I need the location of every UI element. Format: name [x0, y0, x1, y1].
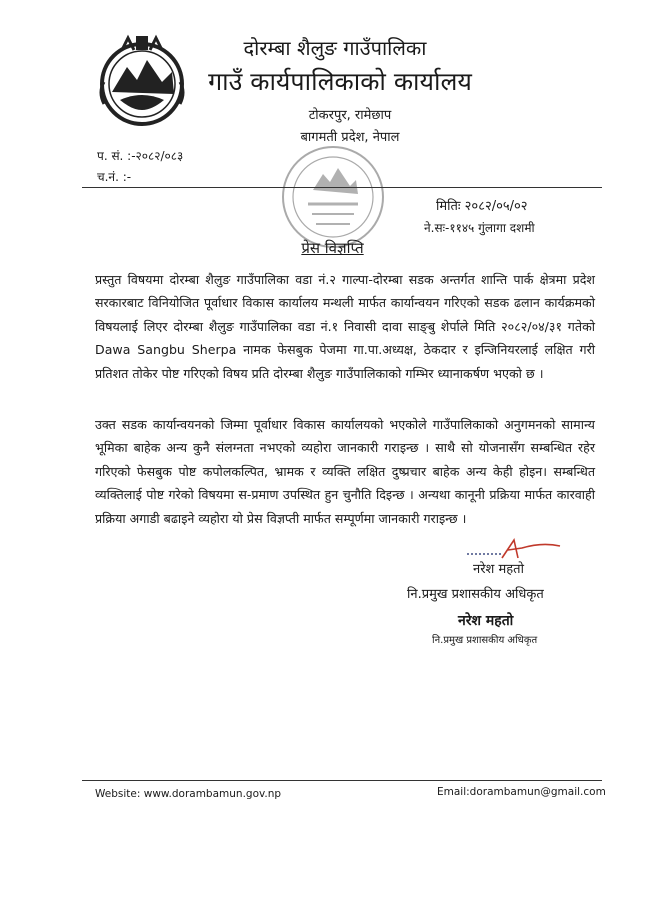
document-title: प्रेस विज्ञप्ति	[301, 239, 364, 257]
signer-designation-stamp: नि.प्रमुख प्रशासकीय अधिकृत	[432, 635, 538, 646]
office-province: बागमती प्रदेश, नेपाल	[300, 130, 400, 145]
signer-name-stamp: नरेश महतो	[458, 613, 514, 629]
signer-designation: नि.प्रमुख प्रशासकीय अधिकृत	[407, 587, 544, 602]
dispatch-number: च.नं. :-	[97, 170, 132, 184]
footer-website[interactable]: Website: www.dorambamun.gov.np	[95, 788, 282, 800]
footer-email[interactable]: Email:dorambamun@gmail.com	[437, 786, 606, 798]
office-location: टोकरपुर, रामेछाप	[308, 108, 392, 123]
office-name: गाउँ कार्यपालिकाको कार्यालय	[208, 67, 472, 96]
municipality-name: दोरम्बा शैलुङ गाउँपालिका	[243, 36, 427, 60]
nepal-sambat-date: ने.सः-११४५ गुंलागा दशमी	[424, 221, 535, 235]
body-paragraph-2: उक्त सडक कार्यान्वयनको जिम्मा पूर्वाधार विकास कार्यालयको भएकोले गाउँपालिकाको अनुगमनको सामान्य भूमिका बाहेक अन्य कुनै संलग्नता नभएको व्यहोरा जानकारी गराइन्छ । साथै सो योजनासँग सम्बन्धित रहेर गरिएको फेसबुक पोष्ट कपोलकल्पित, भ्रामक र व्यक्ति लक्षित दुष्प्रचार बाहेक अन्य केही होइन। सम्बन्धित व्यक्तिलाई पोष्ट गरेको विषयमा स-प्रमाण उपस्थित हुन चुनौति दिइन्छ । अन्यथा कानूनी प्रक्रिया मार्फत कारवाही प्रक्रिया अगाडी बढाइने व्यहोरा यो प्रेस विज्ञप्ती मार्फत सम्पूर्णमा जानकारी गराइन्छ ।	[95, 417, 595, 526]
signer-name: नरेश महतो	[473, 562, 524, 577]
footer-divider	[82, 780, 602, 781]
issue-date: मितिः २०८२/०५/०२	[436, 199, 528, 214]
nepal-government-emblem-icon	[92, 32, 192, 132]
body-paragraph-1: प्रस्तुत विषयमा दोरम्बा शैलुङ गाउँपालिका वडा नं.२ गाल्पा-दोरम्बा सडक अन्तर्गत शान्ति पार्क क्षेत्रमा प्रदेश सरकारबाट विनियोजित पूर्वाधार विकास कार्यालय मन्थली मार्फत कार्यान्वयन गरिएको सडक ढलान कार्यक्रमको विषयलाई लिएर दोरम्बा शैलुङ गाउँपालिका वडा नं.१ निवासी दावा साङ्बु शेर्पाले मिति २०८२/०४/३१ गतेको Dawa Sangbu Sherpa नामक फेसबुक पेजमा गा.पा.अध्यक्ष, ठेकदार र इन्जिनियरलाई लक्षित गरी प्रतिशत तोकेर पोष्ट गरिएको विषय प्रति दोरम्बा शैलुङ गाउँपालिकाको गम्भिर ध्यानाकर्षण भएको छ ।	[95, 272, 595, 381]
header-divider	[82, 187, 602, 188]
office-seal-stamp-icon	[278, 142, 388, 252]
reference-number: प. सं. :-२०८२/०८३	[97, 149, 184, 163]
